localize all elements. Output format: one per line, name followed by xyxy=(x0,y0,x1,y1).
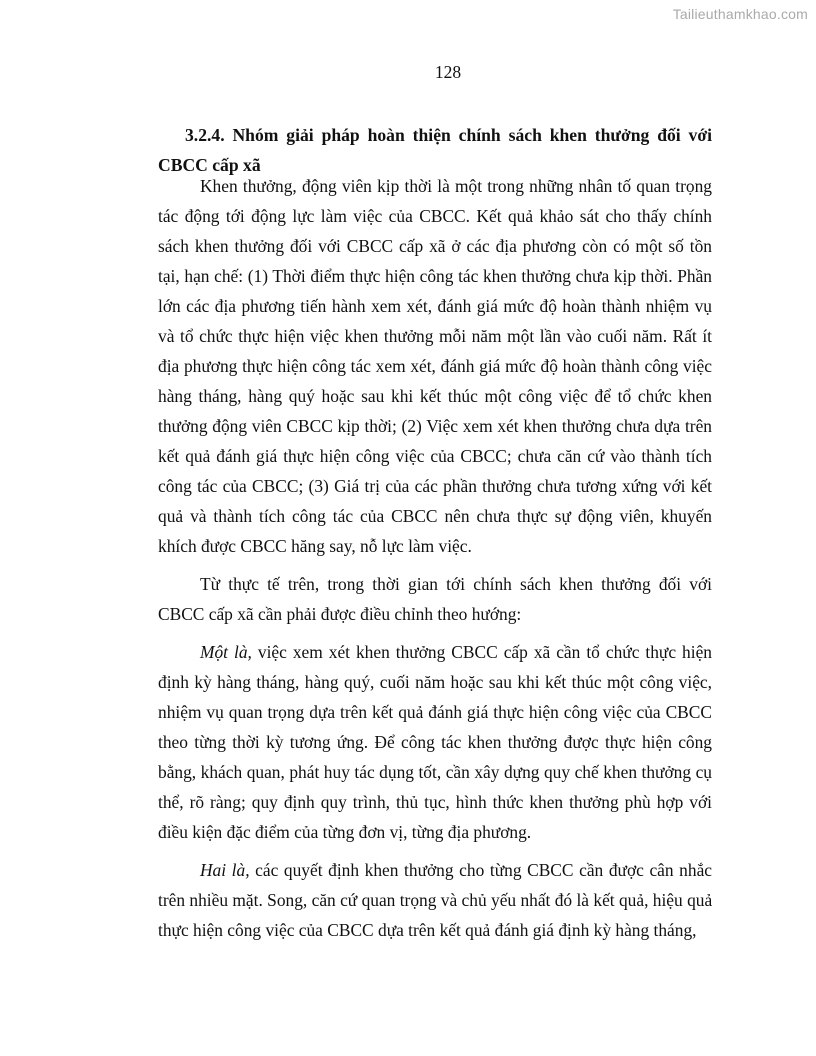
text-line: tác động tới động lực làm việc của CBCC. Kết quả khảo sát cho thấy chính xyxy=(158,206,712,226)
text-line: theo từng thời kỳ tương ứng. Để công tác khen thưởng được thực hiện công xyxy=(158,732,712,752)
text-line: và tổ chức thực hiện việc khen thưởng mỗi năm một lần vào cuối năm. Rất ít xyxy=(158,326,712,346)
text-line: khích được CBCC hăng say, nỗ lực làm việc. xyxy=(158,536,472,556)
text-line xyxy=(158,855,712,885)
text-line: kết quả đánh giá thực hiện công việc của CBCC; chưa căn cứ vào thành tích xyxy=(158,446,712,466)
heading-line: CBCC cấp xã xyxy=(158,155,261,175)
text-line: trên nhiều mặt. Song, căn cứ quan trọng và chủ yếu nhất đó là kết quả, hiệu quả xyxy=(158,890,713,910)
paragraph xyxy=(158,637,712,847)
heading-line: 3.2.4. Nhóm giải pháp hoàn thiện chính sách khen thưởng đối với xyxy=(185,125,712,145)
text-line: định kỳ hàng tháng, hàng quý, cuối năm hoặc sau khi kết thúc một công việc, xyxy=(158,672,712,692)
text-line: CBCC cấp xã cần phải được điều chỉnh theo hướng: xyxy=(158,604,522,624)
lead-phrase: Một là, xyxy=(200,642,252,662)
text-line: điều kiện đặc điểm của từng đơn vị, từng địa phương. xyxy=(158,822,532,842)
text-line: thể, rõ ràng; quy định quy trình, thủ tục, hình thức khen thưởng phù hợp với xyxy=(158,792,712,812)
text-line: lớn các địa phương tiến hành xem xét, đánh giá mức độ hoàn thành nhiệm vụ xyxy=(158,296,712,316)
text-line: tại, hạn chế: (1) Thời điểm thực hiện công tác khen thưởng chưa kịp thời. Phần xyxy=(158,266,712,286)
text-line-rest: các quyết định khen thưởng cho từng CBCC cần được cân nhắc xyxy=(249,860,713,880)
body-text xyxy=(158,171,712,945)
page-number: 128 xyxy=(434,62,462,82)
text-line: địa phương thực hiện công tác xem xét, đánh giá mức độ hoàn thành công việc xyxy=(158,356,712,376)
paragraph xyxy=(158,569,712,629)
text-line: thưởng động viên CBCC kịp thời; (2) Việc xem xét khen thưởng chưa dựa trên xyxy=(158,416,712,436)
text-line: nhiệm vụ quan trọng dựa trên kết quả đánh giá thực hiện công việc của CBCC xyxy=(158,702,712,722)
text-line: Khen thưởng, động viên kịp thời là một trong những nhân tố quan trọng xyxy=(200,176,712,196)
text-line: thực hiện công việc của CBCC dựa trên kết quả đánh giá định kỳ hàng tháng, xyxy=(158,920,697,940)
paragraph xyxy=(158,171,712,561)
text-line: quả và thành tích công tác của CBCC nên chưa thực sự động viên, khuyến xyxy=(158,506,712,526)
text-line: sách khen thưởng đối với CBCC cấp xã ở các địa phương còn có một số tồn xyxy=(158,236,712,256)
watermark: Tailieuthamkhao.com xyxy=(672,6,808,22)
text-line: Từ thực tế trên, trong thời gian tới chính sách khen thưởng đối với xyxy=(200,574,712,594)
text-line xyxy=(158,637,712,667)
text-line: hàng tháng, hàng quý hoặc sau khi kết thúc một công việc để tổ chức khen xyxy=(158,386,712,406)
text-line: bằng, khách quan, phát huy tác dụng tốt, cần xây dựng quy chế khen thưởng cụ xyxy=(158,762,712,782)
paragraph xyxy=(158,855,712,945)
text-line: công tác của CBCC; (3) Giá trị của các phần thưởng chưa tương xứng với kết xyxy=(158,476,712,496)
text-line-rest: việc xem xét khen thưởng CBCC cấp xã cần tổ chức thực hiện xyxy=(251,642,712,662)
lead-phrase: Hai là, xyxy=(200,860,250,880)
